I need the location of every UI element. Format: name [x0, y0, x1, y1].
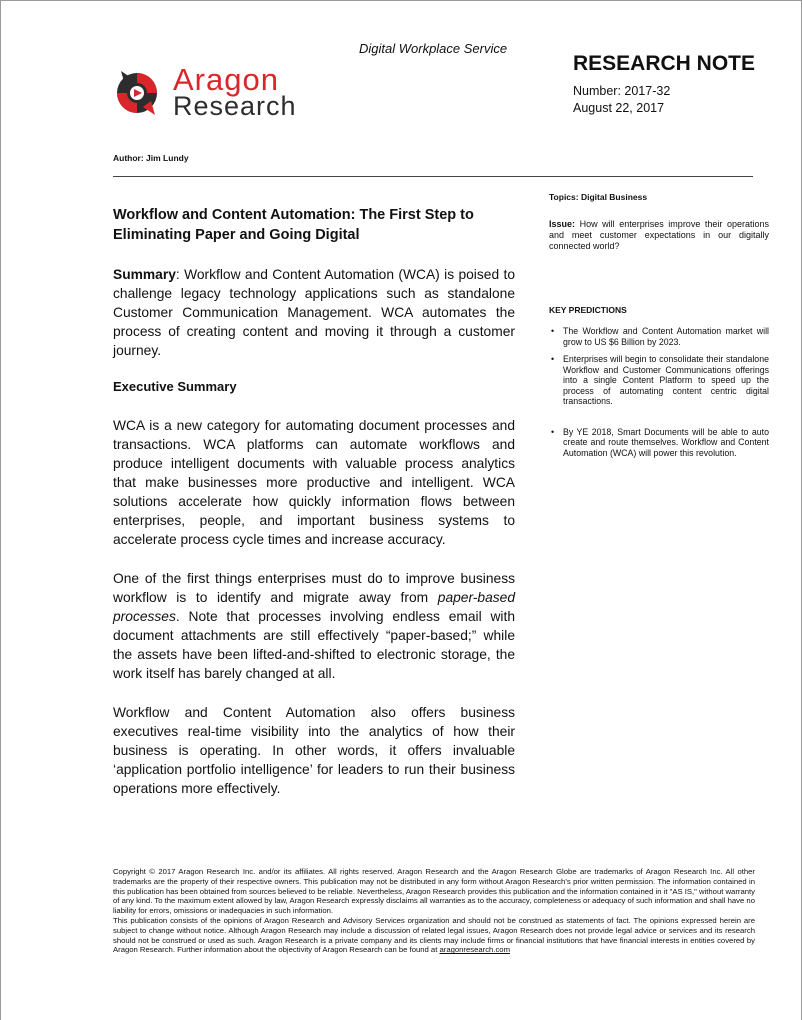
- research-note-header: [573, 51, 783, 117]
- logo-word-research: Research: [173, 91, 297, 121]
- bullet-icon: •: [551, 426, 555, 437]
- aragon-logo: [111, 62, 301, 121]
- prediction-item: [549, 326, 769, 347]
- summary-label: Summary: [113, 267, 176, 282]
- disclaimer-paragraph: [113, 916, 755, 955]
- logo-word-aragon: Aragon: [173, 62, 279, 97]
- body-paragraph-3: Workflow and Content Automation also offers business executives real-time visibility into the analytics of how their business is operating. In other words, it offers invaluable ‘application portfolio intelligence’ for leaders to run their business operations more effectively.: [113, 705, 515, 796]
- summary-paragraph: [113, 265, 515, 360]
- service-name: Digital Workplace Service: [359, 41, 508, 56]
- sidebar-column: [549, 191, 769, 465]
- prediction-item: [549, 354, 769, 407]
- bullet-icon: •: [551, 326, 555, 336]
- para2-text-a: One of the first things enterprises must do to improve business workflow is to identify and migrate away from: [113, 571, 515, 605]
- note-date: August 22, 2017: [573, 101, 665, 115]
- aragon-research-link[interactable]: aragonresearch.com: [439, 945, 510, 955]
- author-line: Author: Jim Lundy: [113, 153, 189, 163]
- topics-line: Topics: Digital Business: [549, 192, 648, 202]
- prediction-text: The Workflow and Content Automation market will grow to US $6 Billion by 2023.: [563, 326, 769, 347]
- issue-label: Issue:: [549, 219, 576, 229]
- issue-text: How will enterprises improve their operations and meet customer expectations in our digitally connected world?: [549, 219, 769, 251]
- body-paragraph-2: [113, 569, 515, 683]
- globe-logo-icon: [111, 65, 167, 121]
- article-title: Workflow and Content Automation: The First Step to Eliminating Paper and Going Digital: [113, 207, 474, 243]
- para2-emphasis: paper-based processes: [113, 590, 515, 624]
- para2-text-b: . Note that processes involving endless email with document attachments are still effectively “paper-based;” while the assets have been lifted-and-shifted to electronic storage, the work itself has barely changed at all.: [113, 609, 515, 681]
- research-note-title: RESEARCH NOTE: [573, 52, 756, 75]
- note-number: Number: 2017-32: [573, 84, 671, 98]
- body-paragraph-1: WCA is a new category for automating document processes and transactions. WCA platforms can automate workflows and produce intelligent documents with valuable process analytics that make businesses more productive and intelligent. WCA solutions accelerate how quickly information flows between enterprises, people, and important business systems to accelerate process cycle times and increase accuracy.: [113, 418, 515, 547]
- executive-summary-heading: Executive Summary: [113, 379, 237, 394]
- key-predictions-heading: KEY PREDICTIONS: [549, 305, 627, 315]
- summary-text: : Workflow and Content Automation (WCA) is poised to challenge legacy technology applications such as standalone Customer Communication Management. WCA automates the process of creating content and moving it through a customer journey.: [113, 267, 515, 358]
- legal-footer: [113, 867, 755, 955]
- disclaimer-text: This publication consists of the opinions of Aragon Research and Advisory Services organization and should not be construed as statements of fact. The opinions expressed herein are subject to change without notice. Although Aragon Research may include a discussion of related legal issues, Aragon Research does not provide legal advice or services and its research should not be construed or used as such. Aragon Research is a private company and its clients may include firms or financial institutions that have financial interests in entities covered by Aragon Research. Further information about the objectivity of Aragon Research can be found at: [113, 915, 755, 955]
- prediction-item: [549, 427, 769, 459]
- key-predictions-list: [549, 326, 769, 458]
- copyright-paragraph: Copyright © 2017 Aragon Research Inc. and/or its affiliates. All rights reserved. Aragon Research and the Aragon Research Globe are trademarks of Aragon Research Inc. All other trademarks are the property of their respective owners. This publication may not be distributed in any form without Aragon Research’s prior written permission. The information contained in this publication has been obtained from sources believed to be reliable. Nevertheless, Aragon Research provides this publication and the information contained in it "AS IS," without warranty of any kind. To the maximum extent allowed by law, Aragon Research expressly disclaims all warranties as to the accuracy, completeness or adequacy of such information and shall have no liability for errors, omissions or inadequacies in such information.: [113, 867, 755, 916]
- prediction-text: Enterprises will begin to consolidate their standalone Workflow and Customer Communications offerings into a single Content Platform to speed up the process of automating content centric digital transactions.: [563, 354, 769, 406]
- issue-paragraph: [549, 219, 769, 252]
- header-divider: [113, 176, 753, 177]
- bullet-icon: •: [551, 354, 555, 364]
- prediction-text: By YE 2018, Smart Documents will be able to auto create and route themselves. Workflow and Content Automation (WCA) will power this revolution.: [563, 426, 769, 458]
- main-column: [113, 205, 515, 798]
